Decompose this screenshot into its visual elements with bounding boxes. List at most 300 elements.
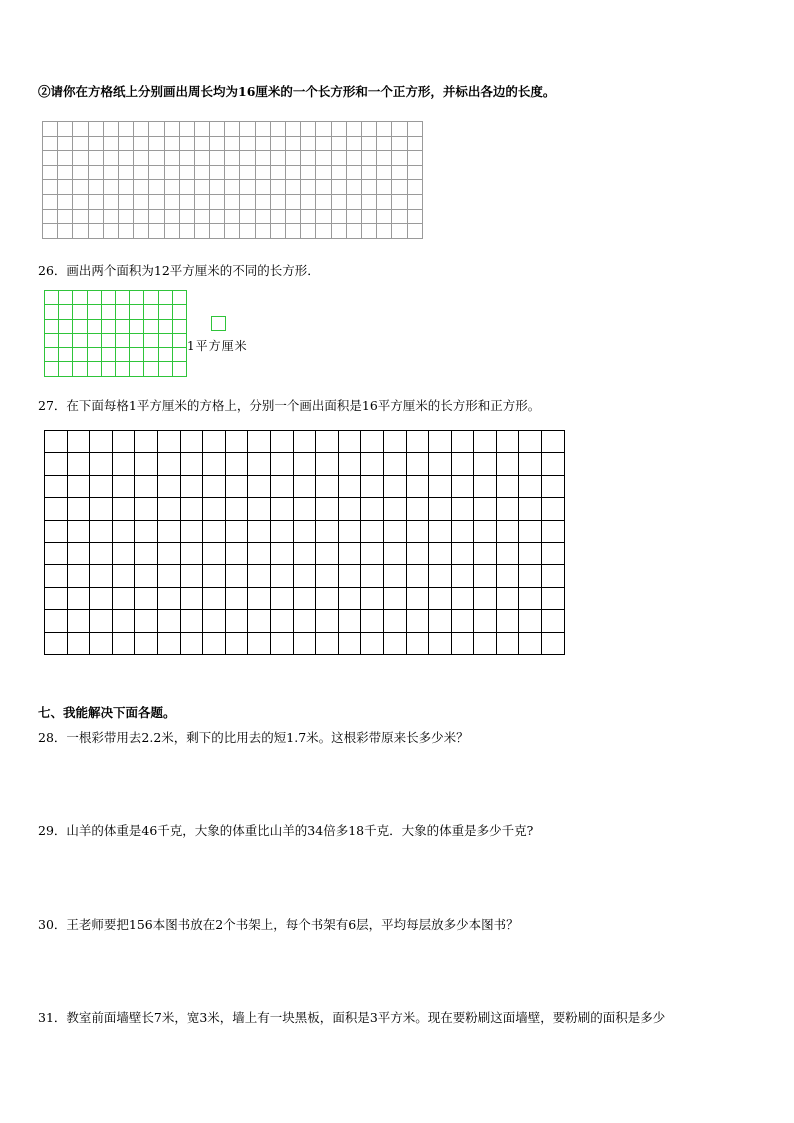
grid-cell[interactable] bbox=[240, 194, 255, 209]
grid-cell[interactable] bbox=[377, 122, 392, 137]
grid-cell[interactable] bbox=[496, 632, 519, 654]
grid-cell[interactable] bbox=[180, 610, 203, 632]
grid-cell[interactable] bbox=[149, 180, 164, 195]
grid-cell[interactable] bbox=[112, 520, 135, 542]
grid-cell[interactable] bbox=[158, 319, 172, 333]
grid-cell[interactable] bbox=[248, 587, 271, 609]
grid-cell[interactable] bbox=[519, 610, 542, 632]
grid-cell[interactable] bbox=[392, 209, 407, 224]
grid-cell[interactable] bbox=[316, 565, 339, 587]
grid-cell[interactable] bbox=[293, 520, 316, 542]
grid-cell[interactable] bbox=[542, 431, 565, 453]
grid-cell[interactable] bbox=[210, 224, 225, 239]
grid-cell[interactable] bbox=[180, 632, 203, 654]
grid-cell[interactable] bbox=[225, 122, 240, 137]
grid-cell[interactable] bbox=[451, 475, 474, 497]
grid-cell[interactable] bbox=[225, 180, 240, 195]
grid-cell[interactable] bbox=[316, 180, 331, 195]
grid-cell[interactable] bbox=[130, 362, 144, 376]
grid-cell[interactable] bbox=[474, 431, 497, 453]
grid-cell[interactable] bbox=[112, 542, 135, 564]
grid-cell[interactable] bbox=[407, 180, 422, 195]
grid-cell[interactable] bbox=[270, 565, 293, 587]
grid-cell[interactable] bbox=[361, 151, 376, 166]
grid-cell[interactable] bbox=[101, 348, 115, 362]
grid-cell[interactable] bbox=[255, 136, 270, 151]
grid-cell[interactable] bbox=[130, 291, 144, 305]
grid-cell[interactable] bbox=[377, 165, 392, 180]
grid-cell[interactable] bbox=[542, 565, 565, 587]
grid-cell[interactable] bbox=[392, 180, 407, 195]
grid-cell[interactable] bbox=[134, 122, 149, 137]
grid-cell[interactable] bbox=[383, 431, 406, 453]
grid-cell[interactable] bbox=[542, 475, 565, 497]
grid-cell[interactable] bbox=[225, 431, 248, 453]
grid-cell[interactable] bbox=[406, 520, 429, 542]
grid-cell[interactable] bbox=[286, 180, 301, 195]
grid-cell[interactable] bbox=[496, 520, 519, 542]
grid-cell[interactable] bbox=[270, 632, 293, 654]
grid-cell[interactable] bbox=[406, 610, 429, 632]
grid-cell[interactable] bbox=[103, 136, 118, 151]
grid-cell[interactable] bbox=[293, 587, 316, 609]
grid-cell[interactable] bbox=[383, 520, 406, 542]
grid-cell[interactable] bbox=[361, 122, 376, 137]
grid-cell[interactable] bbox=[248, 520, 271, 542]
grid-cell[interactable] bbox=[331, 224, 346, 239]
grid-cell[interactable] bbox=[180, 453, 203, 475]
grid-cell[interactable] bbox=[361, 587, 384, 609]
grid-cell[interactable] bbox=[59, 305, 73, 319]
grid-cell[interactable] bbox=[118, 224, 133, 239]
grid-cell[interactable] bbox=[293, 542, 316, 564]
grid-cell[interactable] bbox=[210, 165, 225, 180]
grid-cell[interactable] bbox=[270, 209, 285, 224]
grid-cell[interactable] bbox=[144, 348, 158, 362]
grid-cell[interactable] bbox=[407, 194, 422, 209]
grid-cell[interactable] bbox=[240, 165, 255, 180]
grid-cell[interactable] bbox=[331, 209, 346, 224]
grid-cell[interactable] bbox=[383, 475, 406, 497]
grid-cell[interactable] bbox=[270, 610, 293, 632]
grid-cell[interactable] bbox=[203, 431, 226, 453]
grid-cell[interactable] bbox=[135, 453, 158, 475]
grid-cell[interactable] bbox=[286, 122, 301, 137]
grid-cell[interactable] bbox=[240, 122, 255, 137]
grid-cell[interactable] bbox=[474, 498, 497, 520]
grid-cell[interactable] bbox=[158, 291, 172, 305]
grid-cell[interactable] bbox=[407, 209, 422, 224]
grid-cell[interactable] bbox=[149, 122, 164, 137]
grid-cell[interactable] bbox=[164, 165, 179, 180]
grid-cell[interactable] bbox=[346, 151, 361, 166]
grid-cell[interactable] bbox=[58, 136, 73, 151]
grid-cell[interactable] bbox=[115, 291, 129, 305]
grid-cell[interactable] bbox=[270, 224, 285, 239]
grid-cell[interactable] bbox=[134, 224, 149, 239]
grid-cell[interactable] bbox=[270, 151, 285, 166]
grid-cell[interactable] bbox=[101, 362, 115, 376]
grid-cell[interactable] bbox=[338, 565, 361, 587]
grid-cell[interactable] bbox=[301, 209, 316, 224]
grid-cell[interactable] bbox=[203, 587, 226, 609]
grid-cell[interactable] bbox=[130, 319, 144, 333]
grid-cell[interactable] bbox=[115, 362, 129, 376]
grid-cell[interactable] bbox=[361, 565, 384, 587]
grid-cell[interactable] bbox=[164, 151, 179, 166]
grid-cell[interactable] bbox=[519, 565, 542, 587]
grid-cell[interactable] bbox=[58, 122, 73, 137]
grid-cell[interactable] bbox=[255, 224, 270, 239]
grid-cell[interactable] bbox=[73, 291, 87, 305]
grid-cell[interactable] bbox=[134, 209, 149, 224]
grid-cell[interactable] bbox=[225, 520, 248, 542]
grid-cell[interactable] bbox=[87, 348, 101, 362]
grid-cell[interactable] bbox=[135, 610, 158, 632]
grid-cell[interactable] bbox=[225, 542, 248, 564]
grid-cell[interactable] bbox=[194, 122, 209, 137]
grid-cell[interactable] bbox=[248, 431, 271, 453]
grid-cell[interactable] bbox=[338, 632, 361, 654]
grid-cell[interactable] bbox=[429, 431, 452, 453]
grid-cell[interactable] bbox=[361, 165, 376, 180]
grid-cell[interactable] bbox=[383, 542, 406, 564]
grid-cell[interactable] bbox=[45, 542, 68, 564]
grid-cell[interactable] bbox=[45, 291, 59, 305]
grid-cell[interactable] bbox=[248, 498, 271, 520]
grid-cell[interactable] bbox=[203, 542, 226, 564]
grid-cell[interactable] bbox=[87, 319, 101, 333]
grid-cell[interactable] bbox=[377, 194, 392, 209]
grid-cell[interactable] bbox=[45, 333, 59, 347]
grid-cell[interactable] bbox=[73, 122, 88, 137]
grid-cell[interactable] bbox=[338, 498, 361, 520]
grid-cell[interactable] bbox=[59, 333, 73, 347]
grid-cell[interactable] bbox=[542, 453, 565, 475]
grid-cell[interactable] bbox=[406, 475, 429, 497]
grid-cell[interactable] bbox=[88, 151, 103, 166]
grid-cell[interactable] bbox=[451, 498, 474, 520]
grid-cell[interactable] bbox=[361, 209, 376, 224]
grid-cell[interactable] bbox=[270, 475, 293, 497]
grid-cell[interactable] bbox=[149, 209, 164, 224]
grid-cell[interactable] bbox=[210, 194, 225, 209]
grid-cell[interactable] bbox=[157, 542, 180, 564]
grid-cell[interactable] bbox=[164, 194, 179, 209]
grid-cell[interactable] bbox=[496, 431, 519, 453]
grid-cell[interactable] bbox=[73, 319, 87, 333]
grid-cell[interactable] bbox=[87, 305, 101, 319]
grid-cell[interactable] bbox=[316, 475, 339, 497]
grid-cell[interactable] bbox=[87, 291, 101, 305]
grid-cell[interactable] bbox=[542, 610, 565, 632]
grid-cell[interactable] bbox=[67, 587, 90, 609]
grid-cell[interactable] bbox=[103, 165, 118, 180]
grid-cell[interactable] bbox=[496, 565, 519, 587]
grid-cell[interactable] bbox=[180, 565, 203, 587]
grid-cell[interactable] bbox=[157, 498, 180, 520]
grid-cell[interactable] bbox=[73, 180, 88, 195]
grid-paper-square-cm[interactable] bbox=[44, 430, 565, 655]
grid-cell[interactable] bbox=[135, 587, 158, 609]
grid-cell[interactable] bbox=[338, 475, 361, 497]
grid-cell[interactable] bbox=[338, 610, 361, 632]
grid-cell[interactable] bbox=[301, 165, 316, 180]
grid-cell[interactable] bbox=[88, 136, 103, 151]
grid-cell[interactable] bbox=[67, 475, 90, 497]
grid-cell[interactable] bbox=[248, 475, 271, 497]
grid-cell[interactable] bbox=[118, 209, 133, 224]
grid-cell[interactable] bbox=[180, 431, 203, 453]
grid-cell[interactable] bbox=[293, 498, 316, 520]
grid-cell[interactable] bbox=[383, 632, 406, 654]
grid-cell[interactable] bbox=[429, 453, 452, 475]
grid-cell[interactable] bbox=[286, 136, 301, 151]
grid-cell[interactable] bbox=[451, 431, 474, 453]
grid-cell[interactable] bbox=[361, 194, 376, 209]
grid-cell[interactable] bbox=[255, 209, 270, 224]
grid-cell[interactable] bbox=[451, 520, 474, 542]
grid-cell[interactable] bbox=[210, 151, 225, 166]
grid-cell[interactable] bbox=[73, 362, 87, 376]
grid-cell[interactable] bbox=[88, 209, 103, 224]
grid-cell[interactable] bbox=[293, 475, 316, 497]
grid-cell[interactable] bbox=[519, 587, 542, 609]
grid-cell[interactable] bbox=[179, 165, 194, 180]
grid-cell[interactable] bbox=[316, 122, 331, 137]
grid-cell[interactable] bbox=[157, 475, 180, 497]
grid-cell[interactable] bbox=[101, 319, 115, 333]
grid-cell[interactable] bbox=[316, 165, 331, 180]
grid-cell[interactable] bbox=[406, 453, 429, 475]
grid-cell[interactable] bbox=[88, 165, 103, 180]
grid-cell[interactable] bbox=[164, 209, 179, 224]
grid-cell[interactable] bbox=[164, 136, 179, 151]
grid-cell[interactable] bbox=[58, 224, 73, 239]
grid-cell[interactable] bbox=[361, 431, 384, 453]
grid-cell[interactable] bbox=[451, 587, 474, 609]
grid-cell[interactable] bbox=[135, 498, 158, 520]
grid-cell[interactable] bbox=[301, 194, 316, 209]
grid-cell[interactable] bbox=[346, 122, 361, 137]
grid-cell[interactable] bbox=[225, 136, 240, 151]
grid-cell[interactable] bbox=[179, 209, 194, 224]
grid-cell[interactable] bbox=[474, 520, 497, 542]
grid-cell[interactable] bbox=[118, 165, 133, 180]
grid-cell[interactable] bbox=[210, 136, 225, 151]
grid-cell[interactable] bbox=[164, 122, 179, 137]
grid-cell[interactable] bbox=[67, 431, 90, 453]
grid-cell[interactable] bbox=[45, 498, 68, 520]
grid-cell[interactable] bbox=[157, 610, 180, 632]
grid-cell[interactable] bbox=[73, 194, 88, 209]
grid-cell[interactable] bbox=[45, 587, 68, 609]
grid-cell[interactable] bbox=[248, 453, 271, 475]
grid-cell[interactable] bbox=[43, 180, 58, 195]
grid-cell[interactable] bbox=[112, 453, 135, 475]
grid-cell[interactable] bbox=[118, 180, 133, 195]
grid-cell[interactable] bbox=[301, 180, 316, 195]
grid-cell[interactable] bbox=[88, 194, 103, 209]
grid-cell[interactable] bbox=[115, 319, 129, 333]
grid-cell[interactable] bbox=[293, 453, 316, 475]
grid-cell[interactable] bbox=[45, 610, 68, 632]
grid-cell[interactable] bbox=[103, 194, 118, 209]
grid-cell[interactable] bbox=[157, 587, 180, 609]
grid-cell[interactable] bbox=[225, 165, 240, 180]
grid-cell[interactable] bbox=[407, 224, 422, 239]
grid-cell[interactable] bbox=[240, 151, 255, 166]
grid-cell[interactable] bbox=[316, 224, 331, 239]
grid-cell[interactable] bbox=[135, 431, 158, 453]
grid-cell[interactable] bbox=[429, 587, 452, 609]
grid-cell[interactable] bbox=[361, 520, 384, 542]
grid-cell[interactable] bbox=[361, 136, 376, 151]
grid-cell[interactable] bbox=[248, 610, 271, 632]
grid-cell[interactable] bbox=[361, 475, 384, 497]
grid-cell[interactable] bbox=[194, 209, 209, 224]
grid-cell[interactable] bbox=[429, 632, 452, 654]
grid-cell[interactable] bbox=[406, 565, 429, 587]
grid-cell[interactable] bbox=[338, 453, 361, 475]
grid-cell[interactable] bbox=[118, 151, 133, 166]
grid-cell[interactable] bbox=[144, 333, 158, 347]
grid-cell[interactable] bbox=[286, 209, 301, 224]
grid-cell[interactable] bbox=[73, 151, 88, 166]
grid-cell[interactable] bbox=[316, 431, 339, 453]
grid-paper-area-green[interactable] bbox=[44, 290, 187, 377]
grid-cell[interactable] bbox=[112, 431, 135, 453]
grid-cell[interactable] bbox=[377, 209, 392, 224]
grid-cell[interactable] bbox=[392, 136, 407, 151]
grid-cell[interactable] bbox=[90, 475, 113, 497]
grid-cell[interactable] bbox=[103, 224, 118, 239]
grid-cell[interactable] bbox=[270, 431, 293, 453]
grid-cell[interactable] bbox=[118, 136, 133, 151]
grid-cell[interactable] bbox=[115, 348, 129, 362]
grid-cell[interactable] bbox=[240, 136, 255, 151]
grid-cell[interactable] bbox=[407, 122, 422, 137]
grid-cell[interactable] bbox=[134, 194, 149, 209]
grid-cell[interactable] bbox=[149, 194, 164, 209]
grid-cell[interactable] bbox=[270, 520, 293, 542]
grid-cell[interactable] bbox=[377, 180, 392, 195]
grid-cell[interactable] bbox=[301, 122, 316, 137]
grid-cell[interactable] bbox=[194, 136, 209, 151]
grid-cell[interactable] bbox=[90, 542, 113, 564]
grid-cell[interactable] bbox=[203, 498, 226, 520]
grid-cell[interactable] bbox=[286, 165, 301, 180]
grid-cell[interactable] bbox=[240, 224, 255, 239]
grid-cell[interactable] bbox=[361, 498, 384, 520]
grid-cell[interactable] bbox=[474, 565, 497, 587]
grid-cell[interactable] bbox=[194, 165, 209, 180]
grid-cell[interactable] bbox=[194, 180, 209, 195]
grid-cell[interactable] bbox=[45, 520, 68, 542]
grid-cell[interactable] bbox=[248, 632, 271, 654]
grid-cell[interactable] bbox=[338, 587, 361, 609]
grid-cell[interactable] bbox=[90, 632, 113, 654]
grid-cell[interactable] bbox=[164, 224, 179, 239]
grid-cell[interactable] bbox=[406, 542, 429, 564]
grid-cell[interactable] bbox=[45, 305, 59, 319]
grid-cell[interactable] bbox=[338, 520, 361, 542]
grid-cell[interactable] bbox=[101, 291, 115, 305]
grid-cell[interactable] bbox=[346, 165, 361, 180]
grid-cell[interactable] bbox=[225, 498, 248, 520]
grid-cell[interactable] bbox=[451, 453, 474, 475]
grid-cell[interactable] bbox=[73, 136, 88, 151]
grid-cell[interactable] bbox=[90, 565, 113, 587]
grid-cell[interactable] bbox=[316, 136, 331, 151]
grid-cell[interactable] bbox=[67, 542, 90, 564]
grid-cell[interactable] bbox=[519, 475, 542, 497]
grid-cell[interactable] bbox=[361, 453, 384, 475]
grid-cell[interactable] bbox=[144, 362, 158, 376]
grid-cell[interactable] bbox=[270, 180, 285, 195]
grid-cell[interactable] bbox=[361, 632, 384, 654]
grid-cell[interactable] bbox=[67, 565, 90, 587]
grid-cell[interactable] bbox=[179, 224, 194, 239]
grid-cell[interactable] bbox=[270, 165, 285, 180]
grid-cell[interactable] bbox=[158, 305, 172, 319]
grid-cell[interactable] bbox=[45, 348, 59, 362]
grid-cell[interactable] bbox=[203, 475, 226, 497]
grid-cell[interactable] bbox=[225, 453, 248, 475]
grid-cell[interactable] bbox=[73, 305, 87, 319]
grid-cell[interactable] bbox=[130, 348, 144, 362]
grid-cell[interactable] bbox=[203, 610, 226, 632]
grid-cell[interactable] bbox=[67, 610, 90, 632]
grid-paper-perimeter[interactable] bbox=[42, 121, 423, 239]
grid-cell[interactable] bbox=[293, 610, 316, 632]
grid-cell[interactable] bbox=[179, 122, 194, 137]
grid-cell[interactable] bbox=[103, 180, 118, 195]
grid-cell[interactable] bbox=[90, 520, 113, 542]
grid-cell[interactable] bbox=[43, 122, 58, 137]
grid-cell[interactable] bbox=[164, 180, 179, 195]
grid-cell[interactable] bbox=[90, 431, 113, 453]
grid-cell[interactable] bbox=[157, 520, 180, 542]
grid-cell[interactable] bbox=[225, 632, 248, 654]
grid-cell[interactable] bbox=[180, 520, 203, 542]
grid-cell[interactable] bbox=[496, 453, 519, 475]
grid-cell[interactable] bbox=[180, 587, 203, 609]
grid-cell[interactable] bbox=[103, 151, 118, 166]
grid-cell[interactable] bbox=[58, 151, 73, 166]
grid-cell[interactable] bbox=[43, 151, 58, 166]
grid-cell[interactable] bbox=[112, 610, 135, 632]
grid-cell[interactable] bbox=[429, 542, 452, 564]
grid-cell[interactable] bbox=[316, 587, 339, 609]
grid-cell[interactable] bbox=[392, 151, 407, 166]
grid-cell[interactable] bbox=[301, 151, 316, 166]
grid-cell[interactable] bbox=[103, 122, 118, 137]
grid-cell[interactable] bbox=[101, 305, 115, 319]
grid-cell[interactable] bbox=[90, 587, 113, 609]
grid-cell[interactable] bbox=[316, 542, 339, 564]
grid-cell[interactable] bbox=[406, 587, 429, 609]
grid-cell[interactable] bbox=[429, 498, 452, 520]
grid-cell[interactable] bbox=[316, 498, 339, 520]
grid-cell[interactable] bbox=[429, 565, 452, 587]
grid-cell[interactable] bbox=[112, 498, 135, 520]
grid-cell[interactable] bbox=[135, 542, 158, 564]
grid-cell[interactable] bbox=[331, 165, 346, 180]
grid-cell[interactable] bbox=[203, 520, 226, 542]
grid-cell[interactable] bbox=[225, 194, 240, 209]
grid-cell[interactable] bbox=[135, 475, 158, 497]
